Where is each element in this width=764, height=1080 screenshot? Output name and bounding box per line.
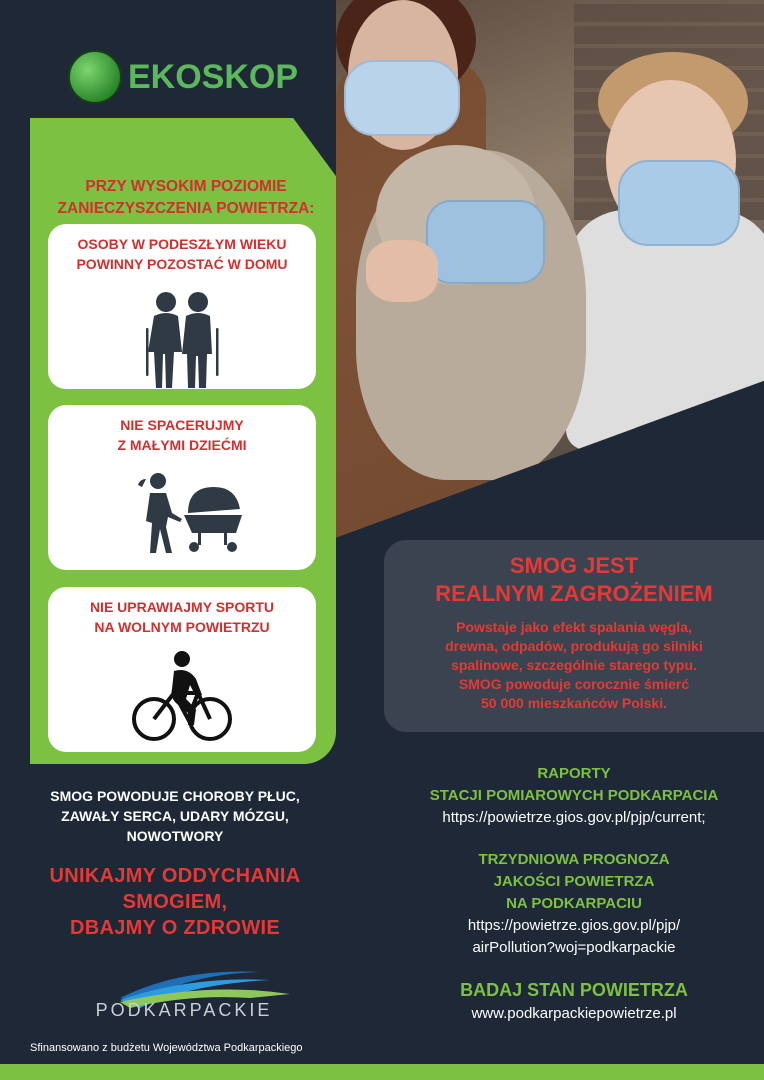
logo-text: EKOSKOP [128, 57, 299, 96]
panel-title: PRZY WYSOKIM POZIOMIE ZANIECZYSZCZENIA POWIETRZA: [57, 178, 315, 217]
slogan-text: UNIKAJMY ODDYCHANIA SMOGIEM, DBAJMY O ZDROWIE [49, 865, 301, 939]
reports-title-1: RAPORTY [537, 765, 611, 782]
smog-description: Powstaje jako efekt spalania węgla, drewna, odpadów, produkują go silniki spalinowe, szczególnie starego typu. SMOG powoduje corocznie śmierć 50 000 mieszkańców Polski. [445, 619, 703, 711]
forecast-link-1[interactable]: https://powietrze.gios.gov.pl/pjp/ [467, 917, 681, 934]
elderly-couple-icon [48, 282, 316, 392]
forecast-link-2[interactable]: airPollution?woj=podkarpackie [472, 939, 676, 956]
check-title: BADAJ STAN POWIETRZA [460, 980, 688, 1000]
header-photo [336, 0, 764, 560]
forecast-title-2: JAKOŚCI POWIETRZA [493, 873, 655, 890]
region-name: PODKARPACKIE [95, 1000, 273, 1020]
reports-title-2: STACJI POMIAROWYCH PODKARPACIA [429, 787, 719, 804]
check-link[interactable]: www.podkarpackiepowietrze.pl [471, 1005, 677, 1022]
funding-note: Sfinansowano z budżetu Województwa Podkarpackiego [30, 1042, 303, 1054]
smog-heading-1: SMOG JEST [509, 553, 639, 578]
smog-heading-2: REALNYM ZAGROŻENIEM [435, 581, 713, 606]
forecast-title-3: NA PODKARPACIU [506, 895, 642, 912]
reports-link[interactable]: https://powietrze.gios.gov.pl/pjp/current; [442, 809, 706, 826]
advice-card-elderly: OSOBY W PODESZŁYM WIEKU POWINNY POZOSTAĆ W DOMU [48, 224, 316, 389]
bottom-bar [0, 1064, 764, 1080]
reports-section [384, 763, 764, 829]
stroller-icon [48, 467, 316, 567]
forecast-title-1: TRZYDNIOWA PROGNOZA [478, 851, 670, 868]
globe-icon [68, 50, 122, 104]
forecast-section [384, 849, 764, 959]
smog-info-box [384, 540, 764, 732]
ekoskop-logo [68, 50, 298, 104]
cyclist-icon [48, 649, 316, 749]
check-section [384, 977, 764, 1025]
diseases-text: SMOG POWODUJE CHOROBY PŁUC, ZAWAŁY SERCA, UDARY MÓZGU, NOWOTWORY [50, 788, 300, 844]
advice-card-children: NIE SPACERUJMY Z MAŁYMI DZIEĆMI [48, 405, 316, 570]
advice-card-sport: NIE UPRAWIAJMY SPORTU NA WOLNYM POWIETRZU [48, 587, 316, 752]
